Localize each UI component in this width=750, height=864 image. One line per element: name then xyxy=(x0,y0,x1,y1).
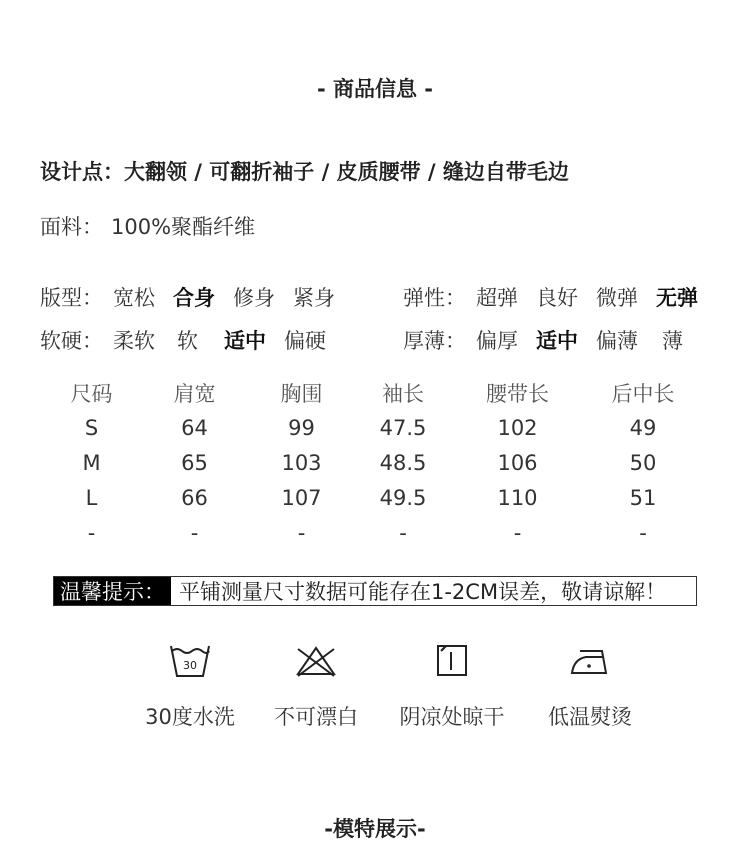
warm-tip-banner xyxy=(53,576,697,606)
size-cell: 66 xyxy=(181,485,208,510)
attr-elasticity xyxy=(403,282,698,312)
size-header-cell: 尺码 xyxy=(70,382,113,406)
warm-tip-text: 平铺测量尺寸数据可能存在1-2CM误差，敬请谅解！ xyxy=(179,580,667,604)
size-cell: - xyxy=(399,520,407,545)
design-points xyxy=(40,156,569,186)
attr-fit-option: 紧身 xyxy=(293,286,335,310)
size-cell: M xyxy=(82,450,101,475)
care-item-wash xyxy=(120,643,260,731)
attr-thickness-label: 厚薄： xyxy=(403,329,466,353)
size-cell: 107 xyxy=(281,485,322,510)
size-cell: L xyxy=(85,485,98,510)
size-cell: 102 xyxy=(497,415,538,440)
table-row xyxy=(40,515,700,550)
attr-fit-option-selected: 合身 xyxy=(173,286,215,310)
no-bleach-icon xyxy=(294,643,338,679)
attr-fit-label: 版型： xyxy=(40,286,103,310)
size-cell: S xyxy=(84,415,99,440)
size-cell: 47.5 xyxy=(379,415,427,440)
section-title-model-show: -模特展示- xyxy=(324,817,426,841)
attr-softness-option: 偏硬 xyxy=(284,329,326,353)
care-item-low-iron xyxy=(520,643,660,731)
attr-thickness-option: 薄 xyxy=(662,329,683,353)
table-row xyxy=(40,480,700,515)
size-cell: - xyxy=(297,520,306,545)
attr-fit xyxy=(40,282,353,312)
wash-30-icon xyxy=(168,643,212,679)
size-cell: 110 xyxy=(497,485,538,510)
attr-softness-option: 柔软 xyxy=(113,329,155,353)
attr-thickness-option: 偏薄 xyxy=(596,329,638,353)
size-cell: 64 xyxy=(181,415,208,440)
low-iron-icon xyxy=(568,643,612,679)
care-label: 低温熨烫 xyxy=(548,705,632,729)
size-header-cell: 胸围 xyxy=(280,382,323,406)
fabric-value: 100%聚酯纤维 xyxy=(111,215,256,239)
size-table xyxy=(40,376,700,550)
size-cell: 99 xyxy=(288,415,315,440)
fabric-info xyxy=(40,211,255,241)
size-cell: 48.5 xyxy=(379,450,427,475)
size-table-header xyxy=(40,376,700,410)
size-cell: - xyxy=(87,520,96,545)
fabric-label: 面料： xyxy=(40,215,103,239)
table-row xyxy=(40,445,700,480)
size-cell: - xyxy=(639,520,647,545)
care-item-shade-dry xyxy=(382,643,522,731)
warm-tip-label: 温馨提示： xyxy=(54,577,171,605)
size-cell: 51 xyxy=(629,485,657,510)
attr-softness-label: 软硬： xyxy=(40,329,103,353)
attr-thickness-option-selected: 适中 xyxy=(536,329,578,353)
size-cell: - xyxy=(190,520,199,545)
attr-thickness xyxy=(403,325,683,355)
attr-elasticity-option-selected: 无弹 xyxy=(656,286,698,310)
section-title-product-info: - 商品信息 - xyxy=(316,77,434,101)
attr-elasticity-option: 微弹 xyxy=(596,286,638,310)
attr-fit-option: 修身 xyxy=(233,286,275,310)
attr-elasticity-label: 弹性： xyxy=(403,286,466,310)
care-item-no-bleach xyxy=(246,643,386,731)
shade-dry-icon xyxy=(430,643,474,679)
wash-temp-badge: 30 xyxy=(183,659,197,672)
size-header-cell: 肩宽 xyxy=(173,382,216,406)
care-label: 不可漂白 xyxy=(274,705,358,729)
care-label: 30度水洗 xyxy=(145,705,235,729)
care-label: 阴凉处晾干 xyxy=(399,705,505,729)
table-row xyxy=(40,410,700,445)
size-header-cell: 袖长 xyxy=(382,382,424,406)
attr-fit-option: 宽松 xyxy=(113,286,155,310)
size-cell: 103 xyxy=(281,450,322,475)
design-label: 设计点： xyxy=(40,160,124,184)
size-header-cell: 腰带长 xyxy=(486,382,549,406)
size-cell: 50 xyxy=(629,450,657,475)
size-cell: 49.5 xyxy=(379,485,427,510)
design-text: 大翻领 / 可翻折袖子 / 皮质腰带 / 缝边自带毛边 xyxy=(124,160,569,184)
attr-softness-option-selected: 适中 xyxy=(224,329,266,353)
size-header-cell: 后中长 xyxy=(611,382,675,406)
size-cell: - xyxy=(513,520,522,545)
attr-softness xyxy=(40,325,344,355)
attr-thickness-option: 偏厚 xyxy=(476,329,518,353)
attr-elasticity-option: 良好 xyxy=(536,286,578,310)
size-cell: 65 xyxy=(181,450,208,475)
attr-elasticity-option: 超弹 xyxy=(476,286,518,310)
attr-softness-option: 软 xyxy=(177,329,198,353)
size-cell: 106 xyxy=(497,450,538,475)
size-cell: 49 xyxy=(629,415,657,440)
